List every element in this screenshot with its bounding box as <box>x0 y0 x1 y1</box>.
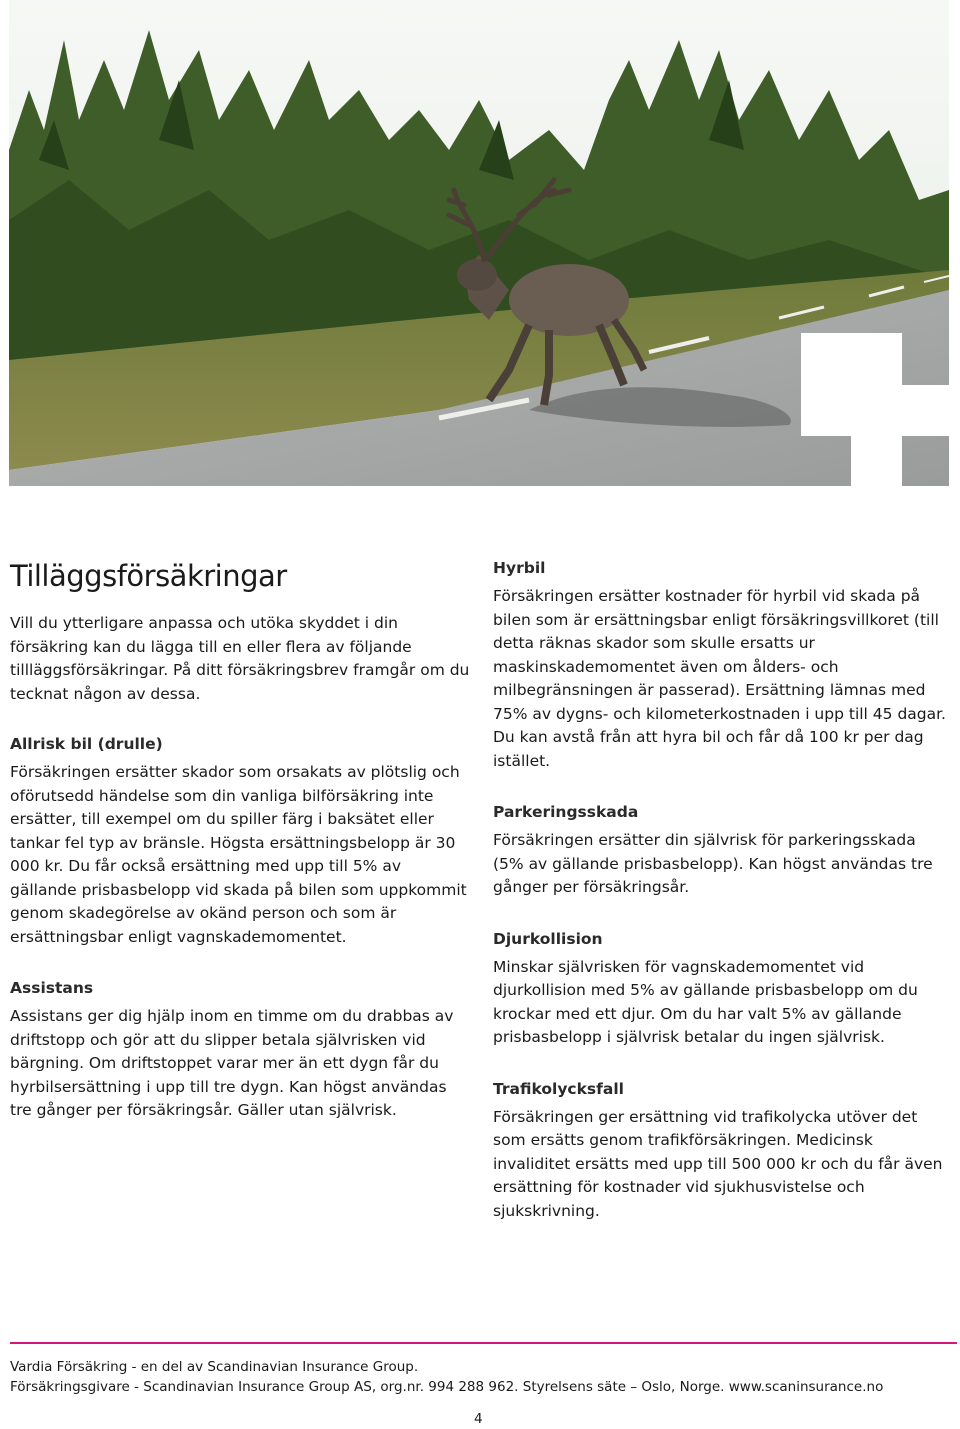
right-column <box>493 556 948 1250</box>
footer-divider <box>10 1342 957 1344</box>
footer <box>10 1358 950 1397</box>
section-heading-parkeringsskada: Parkeringsskada <box>493 803 639 821</box>
section-heading-hyrbil: Hyrbil <box>493 559 546 577</box>
footer-line-1: Vardia Försäkring - en del av Scandinavian Insurance Group. <box>10 1359 419 1375</box>
left-column <box>10 556 472 1150</box>
section-text-parkeringsskada: Försäkringen ersätter din självrisk för parkeringsskada (5% av gällande prisbasbelopp). Kan högst användas tre gånger per försäkringsår. <box>493 831 933 896</box>
section-heading-allrisk: Allrisk bil (drulle) <box>10 735 163 753</box>
section-text-trafikolycksfall: Försäkringen ger ersättning vid trafikolycka utöver det som ersätts genom trafikförsäkringen. Medicinsk invaliditet ersätts med upp till 500 000 kr och du får även ersättning för kostnader vid sjukhusvistelse och sjukskrivning. <box>493 1107 943 1220</box>
section-text-allrisk: Försäkringen ersätter skador som orsakats av plötslig och oförutsedd händelse som din vanliga bilförsäkring inte ersätter, till exempel om du spiller färg i baksätet eller tankar fel typ av bränsle. Högsta ersättningsbelopp är 30 000 kr. Du får också ersättning med upp till 5% av gällande prisbasbelopp vid skada på bilen som uppkommit genom skadegörelse av okänd person och som är ersättningsbar enligt vagnskademomentet. <box>10 763 467 946</box>
section-text-assistans: Assistans ger dig hjälp inom en timme om du drabbas av driftstopp och gör att du slipper betala självrisken vid bärgning. Om driftstoppet varar mer än ett dygn får du hyrbilsersättning i upp till tre dygn. Kan högst användas tre gånger per försäkringsår. Gäller utan självrisk. <box>10 1007 454 1119</box>
section-heading-trafikolycksfall: Trafikolycksfall <box>493 1079 624 1098</box>
reindeer-road-illustration <box>9 0 949 486</box>
page-title: Tilläggsförsäkringar <box>10 559 287 593</box>
intro-text: Vill du ytterligare anpassa och utöka skyddet i din försäkring kan du lägga till en eller flera av följande tillläggsförsäkringar. På ditt försäkringsbrev framgår om du tecknat någon av dessa. <box>10 614 470 703</box>
hero-photo <box>9 0 949 486</box>
section-heading-djurkollision: Djurkollision <box>493 929 603 948</box>
section-text-djurkollision: Minskar självrisken för vagnskademomentet vid djurkollision med 5% av gällande prisbasbelopp om du krockar med ett djur. Om du har valt 5% av gällande prisbasbelopp i självrisk betalar du ingen självrisk. <box>493 957 918 1046</box>
section-heading-assistans: Assistans <box>10 979 94 997</box>
page-number: 4 <box>474 1411 483 1427</box>
footer-line-2: Försäkringsgivare - Scandinavian Insurance Group AS, org.nr. 994 288 962. Styrelsens säte – Oslo, Norge. www.scaninsurance.no <box>10 1378 884 1395</box>
section-text-hyrbil: Försäkringen ersätter kostnader för hyrbil vid skada på bilen som är ersättningsbar enligt försäkringsvillkoret (till detta räknas skador som skulle ersatts ur maskinskademomentet även om ålders- och milbegränsningen är passerad). Ersättning lämnas med 75% av dygns- och kilometerkostnaden i upp till 45 dagar. Du kan avstå från att hyra bil och får då 100 kr per dag istället. <box>493 587 946 770</box>
